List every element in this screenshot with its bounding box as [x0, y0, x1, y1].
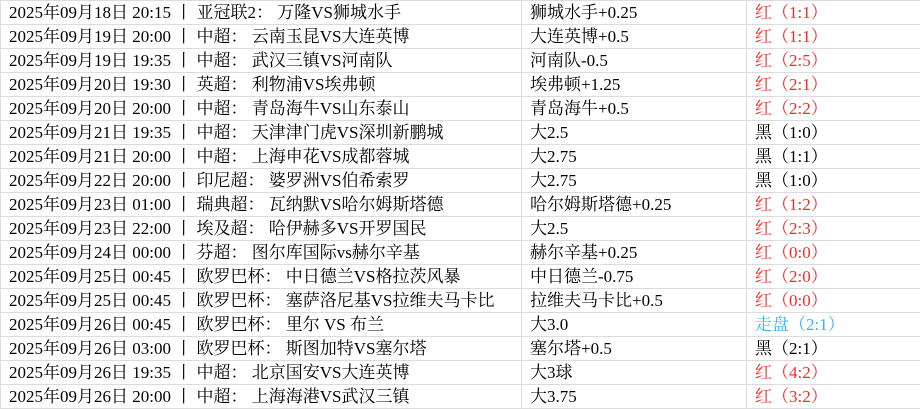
table-row: [1, 193, 920, 217]
result-cell: [747, 145, 920, 169]
result-text: 黑（1:0）: [755, 171, 828, 190]
result-cell: [747, 25, 920, 49]
result-text: 红（4:2）: [755, 363, 828, 382]
pick-text: 大2.75: [530, 171, 577, 190]
match-info-cell: [1, 241, 522, 265]
result-cell: [747, 193, 920, 217]
pick-cell: [522, 385, 747, 409]
table-row: [1, 169, 920, 193]
pick-text: 大3.0: [530, 315, 569, 334]
pick-text: 哈尔姆斯塔德+0.25: [530, 195, 672, 214]
result-text: 走盘（2:1）: [755, 315, 845, 334]
pick-text: 大连英博+0.5: [530, 27, 629, 46]
result-text: 黑（1:0）: [755, 123, 828, 142]
result-text: 红（1:1）: [755, 3, 828, 22]
pick-cell: [522, 361, 747, 385]
match-info-text: 2025年09月26日 03:00 丨 欧罗巴杯： 斯图加特VS塞尔塔: [9, 339, 427, 358]
pick-cell: [522, 145, 747, 169]
match-info-text: 2025年09月23日 22:00 丨 埃及超： 哈伊赫多VS开罗国民: [9, 219, 427, 238]
pick-text: 大3球: [530, 363, 573, 382]
pick-cell: [522, 193, 747, 217]
table-row: [1, 385, 920, 409]
match-info-cell: [1, 217, 522, 241]
match-info-text: 2025年09月20日 20:00 丨 中超： 青岛海牛VS山东泰山: [9, 99, 410, 118]
match-info-cell: [1, 169, 522, 193]
match-info-cell: [1, 145, 522, 169]
match-info-cell: [1, 193, 522, 217]
match-info-text: 2025年09月19日 20:00 丨 中超： 云南玉昆VS大连英博: [9, 27, 410, 46]
result-text: 红（2:2）: [755, 99, 828, 118]
result-text: 红（2:0）: [755, 267, 828, 286]
table-row: [1, 49, 920, 73]
table-row: [1, 121, 920, 145]
result-text: 红（2:5）: [755, 51, 828, 70]
match-info-text: 2025年09月21日 20:00 丨 中超： 上海申花VS成都蓉城: [9, 147, 410, 166]
table-row: [1, 97, 920, 121]
table-row: [1, 361, 920, 385]
pick-text: 大2.5: [530, 123, 569, 142]
result-cell: [747, 121, 920, 145]
table-row: [1, 313, 920, 337]
match-info-text: 2025年09月25日 00:45 丨 欧罗巴杯： 中日德兰VS格拉茨风暴: [9, 267, 461, 286]
result-text: 红（1:1）: [755, 27, 828, 46]
pick-cell: [522, 49, 747, 73]
match-info-text: 2025年09月22日 20:00 丨 印尼超： 婆罗洲VS伯希索罗: [9, 171, 410, 190]
match-info-text: 2025年09月20日 19:30 丨 英超： 利物浦VS埃弗顿: [9, 75, 376, 94]
match-info-text: 2025年09月21日 19:35 丨 中超： 天津津门虎VS深圳新鹏城: [9, 123, 444, 142]
result-cell: [747, 265, 920, 289]
result-cell: [747, 97, 920, 121]
result-cell: [747, 289, 920, 313]
pick-text: 狮城水手+0.25: [530, 3, 638, 22]
pick-cell: [522, 1, 747, 25]
result-cell: [747, 217, 920, 241]
pick-cell: [522, 121, 747, 145]
result-cell: [747, 241, 920, 265]
result-cell: [747, 361, 920, 385]
table-row: [1, 1, 920, 25]
match-info-cell: [1, 73, 522, 97]
match-info-cell: [1, 265, 522, 289]
result-text: 红（1:2）: [755, 195, 828, 214]
match-info-cell: [1, 49, 522, 73]
match-info-cell: [1, 361, 522, 385]
match-info-text: 2025年09月19日 19:35 丨 中超： 武汉三镇VS河南队: [9, 51, 393, 70]
pick-text: 大2.75: [530, 147, 577, 166]
result-cell: [747, 385, 920, 409]
match-info-text: 2025年09月24日 00:00 丨 芬超： 图尔库国际vs赫尔辛基: [9, 243, 420, 262]
table-row: [1, 217, 920, 241]
match-info-text: 2025年09月26日 20:00 丨 中超： 上海海港VS武汉三镇: [9, 387, 410, 406]
pick-text: 塞尔塔+0.5: [530, 339, 612, 358]
table-row: [1, 145, 920, 169]
pick-cell: [522, 25, 747, 49]
result-cell: [747, 337, 920, 361]
match-info-text: 2025年09月26日 00:45 丨 欧罗巴杯： 里尔 VS 布兰: [9, 315, 384, 334]
pick-cell: [522, 241, 747, 265]
pick-text: 河南队-0.5: [530, 51, 608, 70]
match-info-text: 2025年09月18日 20:15 丨 亚冠联2： 万隆VS狮城水手: [9, 3, 401, 22]
result-text: 红（0:0）: [755, 291, 828, 310]
result-text: 红（2:3）: [755, 219, 828, 238]
match-info-cell: [1, 313, 522, 337]
pick-cell: [522, 97, 747, 121]
table-row: [1, 25, 920, 49]
match-info-cell: [1, 385, 522, 409]
match-info-text: 2025年09月26日 19:35 丨 中超： 北京国安VS大连英博: [9, 363, 410, 382]
pick-text: 拉维夫马卡比+0.5: [530, 291, 663, 310]
table-body: [1, 1, 920, 409]
table-row: [1, 289, 920, 313]
table-row: [1, 337, 920, 361]
pick-text: 赫尔辛基+0.25: [530, 243, 638, 262]
pick-text: 大2.5: [530, 219, 569, 238]
pick-text: 中日德兰-0.75: [530, 267, 634, 286]
result-cell: [747, 73, 920, 97]
match-info-cell: [1, 289, 522, 313]
pick-cell: [522, 337, 747, 361]
result-text: 黑（2:1）: [755, 339, 828, 358]
match-info-cell: [1, 1, 522, 25]
pick-text: 埃弗顿+1.25: [530, 75, 621, 94]
pick-text: 青岛海牛+0.5: [530, 99, 629, 118]
match-info-text: 2025年09月25日 00:45 丨 欧罗巴杯： 塞萨洛尼基VS拉维夫马卡比: [9, 291, 495, 310]
match-info-cell: [1, 121, 522, 145]
result-text: 黑（1:1）: [755, 147, 828, 166]
match-info-cell: [1, 25, 522, 49]
result-cell: [747, 169, 920, 193]
pick-cell: [522, 289, 747, 313]
table-row: [1, 265, 920, 289]
result-text: 红（3:2）: [755, 387, 828, 406]
result-text: 红（0:0）: [755, 243, 828, 262]
pick-cell: [522, 217, 747, 241]
table-row: [1, 73, 920, 97]
match-info-text: 2025年09月23日 01:00 丨 瑞典超： 瓦纳默VS哈尔姆斯塔德: [9, 195, 444, 214]
pick-text: 大3.75: [530, 387, 577, 406]
result-cell: [747, 313, 920, 337]
match-info-cell: [1, 337, 522, 361]
pick-cell: [522, 313, 747, 337]
pick-cell: [522, 73, 747, 97]
match-info-cell: [1, 97, 522, 121]
pick-cell: [522, 169, 747, 193]
result-cell: [747, 49, 920, 73]
result-text: 红（2:1）: [755, 75, 828, 94]
pick-cell: [522, 265, 747, 289]
result-cell: [747, 1, 920, 25]
table-row: [1, 241, 920, 265]
